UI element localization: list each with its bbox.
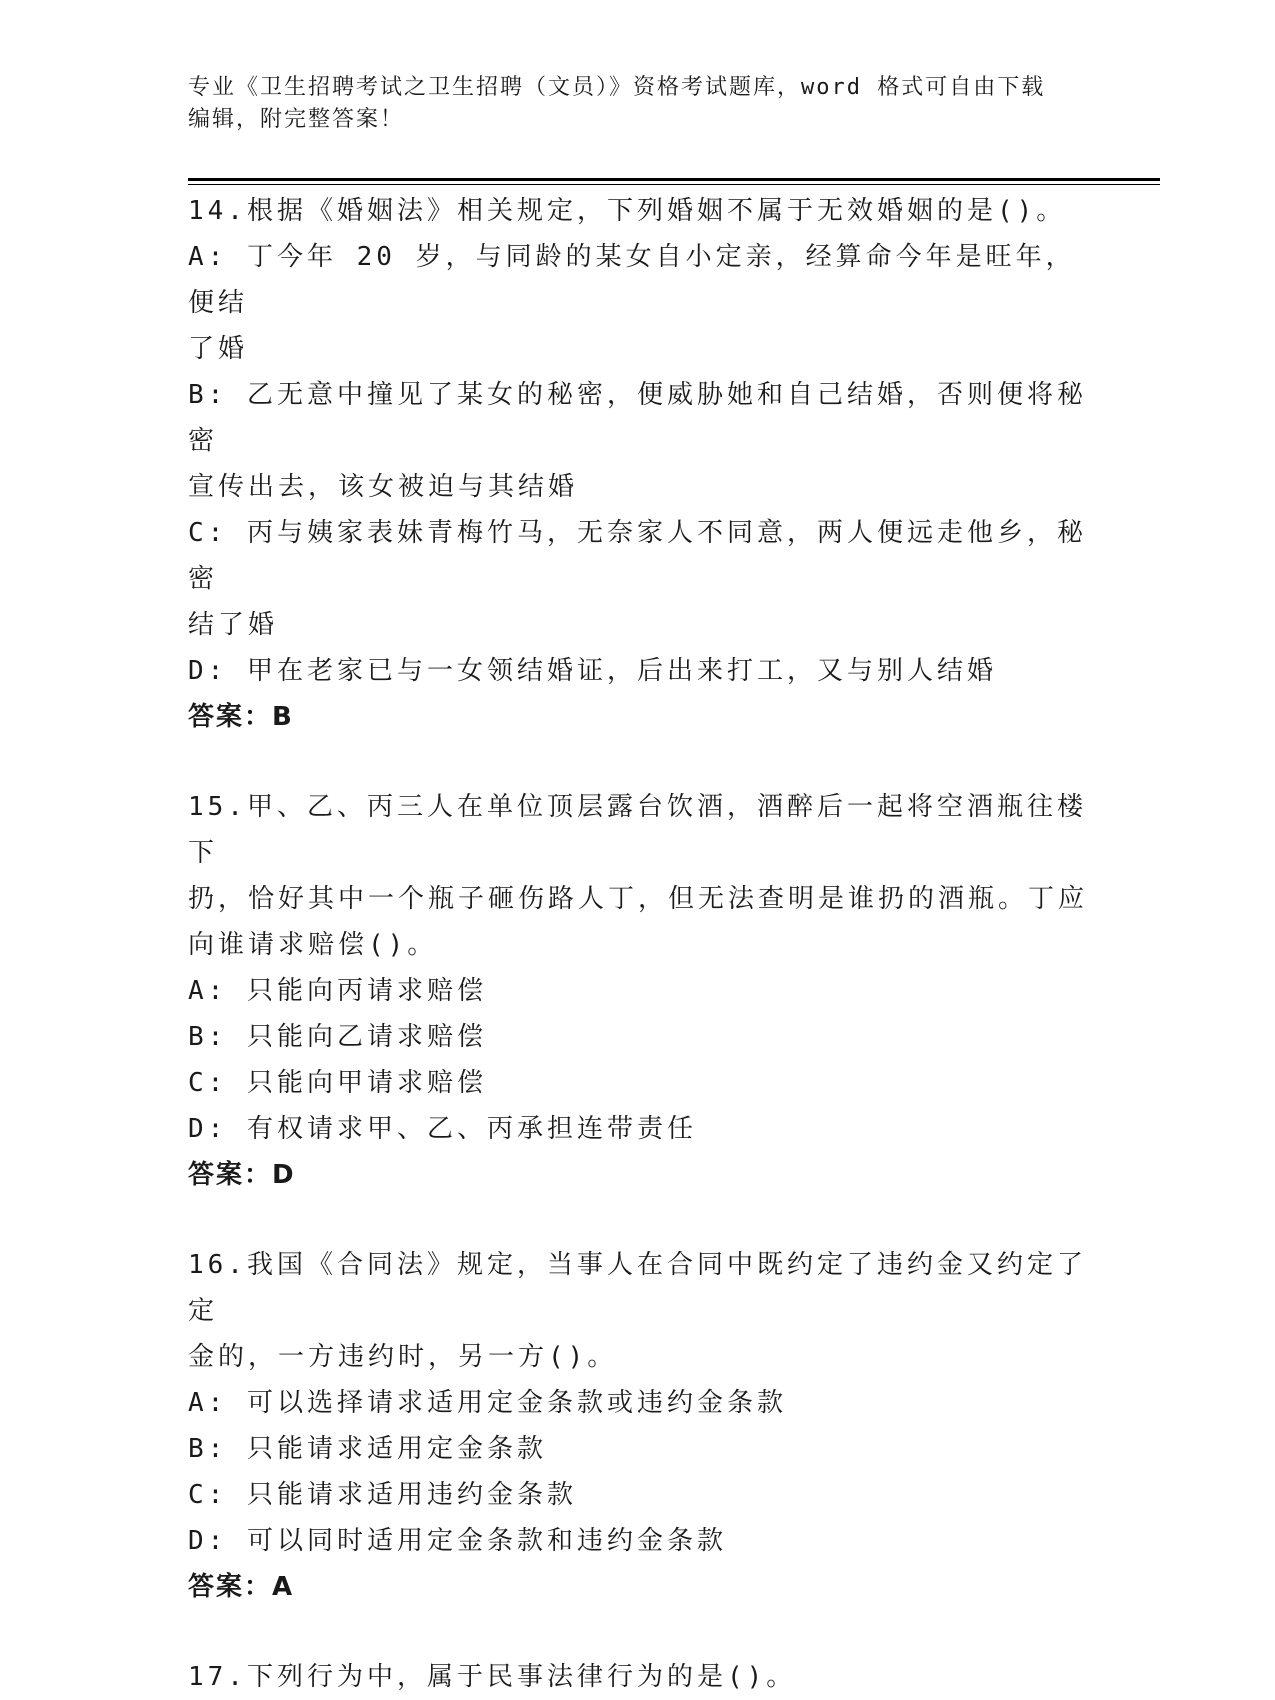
option-a-line: 了婚 — [188, 334, 249, 364]
option-a-line: A: 丁今年 20 岁，与同龄的某女自小定亲，经算命今年是旺年，便结 — [188, 242, 1076, 318]
option-b-line: B: 只能向乙请求赔偿 — [188, 1022, 487, 1052]
question-stem-line: 17.下列行为中，属于民事法律行为的是()。 — [188, 1662, 797, 1692]
option-b-line: 宣传出去，该女被迫与其结婚 — [188, 472, 579, 502]
option-a-line: A: 可以选择请求适用定金条款或违约金条款 — [188, 1388, 787, 1418]
option-d-line: D: 甲在老家已与一女领结婚证，后出来打工，又与别人结婚 — [188, 656, 997, 686]
question-stem-line: 金的，一方违约时，另一方()。 — [188, 1342, 618, 1372]
question-stem-line: 14.根据《婚姻法》相关规定，下列婚姻不属于无效婚姻的是()。 — [188, 196, 1067, 226]
header-line-2: 编辑，附完整答案！ — [188, 107, 405, 132]
question-16 — [188, 1242, 1088, 1610]
question-stem-line: 16.我国《合同法》规定，当事人在合同中既约定了违约金又约定了定 — [188, 1250, 1087, 1326]
option-b-line: B: 乙无意中撞见了某女的秘密，便威胁她和自己结婚，否则便将秘密 — [188, 380, 1087, 456]
option-c-line: 结了婚 — [188, 610, 279, 640]
question-stem-line: 15.甲、乙、丙三人在单位顶层露台饮酒，酒醉后一起将空酒瓶往楼下 — [188, 792, 1087, 868]
option-a-line: A: 只能向丙请求赔偿 — [188, 976, 487, 1006]
question-stem-line: 向谁请求赔偿()。 — [188, 930, 438, 960]
answer-label: 答案：A — [188, 1572, 295, 1602]
option-d-line: D: 有权请求甲、乙、丙承担连带责任 — [188, 1114, 697, 1144]
answer-label: 答案：D — [188, 1160, 296, 1190]
header-divider-thin — [188, 184, 1160, 185]
option-c-line: C: 只能请求适用违约金条款 — [188, 1480, 577, 1510]
answer-label: 答案：B — [188, 702, 294, 732]
question-17 — [188, 1654, 1088, 1700]
question-14 — [188, 188, 1088, 740]
option-c-line: C: 只能向甲请求赔偿 — [188, 1068, 487, 1098]
header-divider-thick — [188, 178, 1160, 181]
option-b-line: B: 只能请求适用定金条款 — [188, 1434, 547, 1464]
option-d-line: D: 可以同时适用定金条款和违约金条款 — [188, 1526, 727, 1556]
header-line-1: 专业《卫生招聘考试之卫生招聘（文员）》资格考试题库，word 格式可自由下载 — [188, 75, 1046, 100]
option-c-line: C: 丙与姨家表妹青梅竹马，无奈家人不同意，两人便远走他乡，秘密 — [188, 518, 1087, 594]
document-header — [188, 72, 1088, 136]
question-list — [188, 188, 1088, 1700]
question-stem-line: 扔，恰好其中一个瓶子砸伤路人丁，但无法查明是谁扔的酒瓶。丁应 — [188, 884, 1089, 914]
question-15 — [188, 784, 1088, 1198]
